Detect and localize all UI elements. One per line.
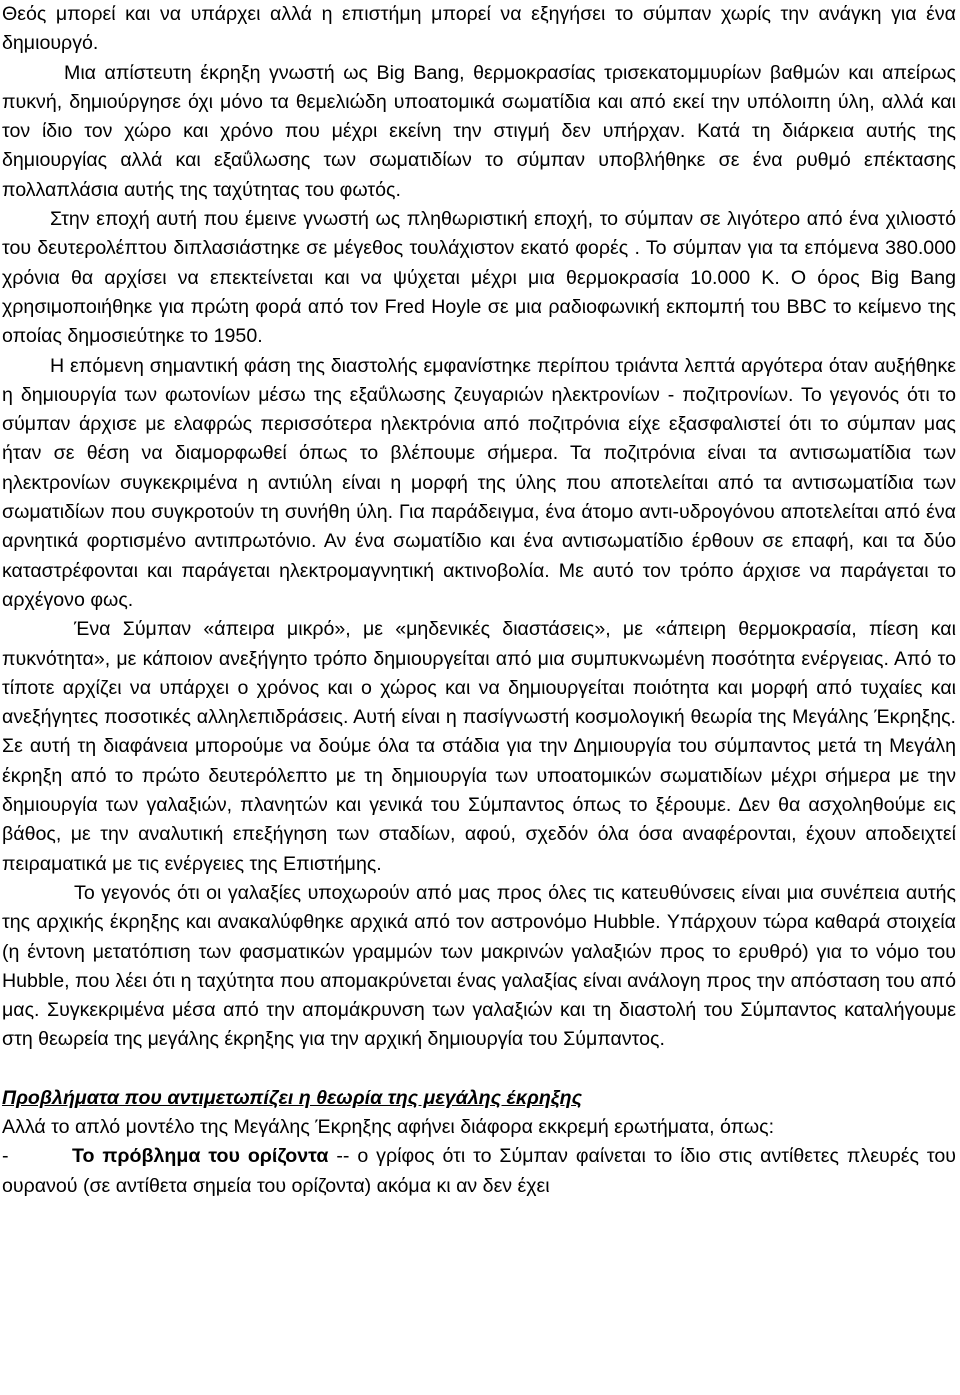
section-spacer	[2, 1055, 956, 1084]
paragraph-5: Ένα Σύμπαν «άπειρα μικρό», με «μηδενικές διαστάσεις», με «άπειρη θερμοκρασία, πίεση και πυκνότητα», με κάποιον ανεξήγητο τρόπο δημιουργείται από μια συμπυκνωμένη ποσότητα ενέργειας. Από το τίποτε αρχίζει να υπάρχει ο χρόνος και ο χώρος και να δημιουργείται ποιότητα και μορφή από τυχαίες και ανεξήγητες ποσοτικές αλληλεπιδράσεις. Αυτή είναι η πασίγνωστή κοσμολογική θεωρία της Μεγάλης Έκρηξης. Σε αυτή τη διαφάνεια μπορούμε να δούμε όλα τα στάδια για την Δημιουργία του σύμπαντος μετά τη Μεγάλη έκρηξη από το πρώτο δευτερόλεπτο με τη δημιουργία των υποατομικών σωματιδίων μέχρι σήμερα με την δημιουργία των γαλαξιών, πλανητών και γενικά του Σύμπαντος όπως το ξέρουμε. Δεν θα ασχοληθούμε εις βάθος, με την αναλυτική επεξήγηση των σταδίων, αφού, σχεδόν όλα όσα αναφέρονται, έχουν αποδειχτεί πειραματικά με τις ενέργειες της Επιστήμης.	[2, 618, 956, 875]
paragraph-6: Το γεγονός ότι οι γαλαξίες υποχωρούν από μας προς όλες τις κατευθύνσεις είναι μια συνέπεια αυτής της αρχικής έκρηξης και ανακαλύφθηκε αρχικά από τον αστρονόμο Hubble. Υπάρχουν τώρα καθαρά στοιχεία (η έντονη μετατόπιση των φασματικών γραμμών των μακρινών γαλαξιών προς το ερυθρό) για το νόμο του Hubble, που λέει ότι η ταχύτητα που απομακρύνεται ένας γαλαξίας είναι ανάλογη προς την απόσταση του από μας. Συγκεκριμένα μέσα από την απομάκρυνση των γαλαξιών και τη διαστολή του Σύμπαντος καταλήγουμε στη θεωρεία της μεγάλης έκρηξης για την αρχική δημιουργία του Σύμπαντος.	[2, 881, 956, 1051]
list-item	[2, 1142, 956, 1201]
paragraph-2: Μια απίστευτη έκρηξη γνωστή ως Big Bang, θερμοκρασίας τρισεκατομμυρίων βαθμών και απείρως πυκνή, δημιούργησε όχι μόνο τα θεμελιώδη υποατομικά σωματίδια και από εκεί την υπόλοιπη ύλη, αλλά και τον ίδιο τον χώρο και χρόνο που μέχρι εκείνη την στιγμή δεν υπήρχαν. Κατά τη διάρκεια αυτής της δημιουργίας αλλά και εξαΰλωσης των σωματιδίων το σύμπαν υποβλήθηκε σε ένα ρυθμό επέκτασης πολλαπλάσια αυτής της ταχύτητας του φωτός.	[2, 61, 956, 201]
list-bullet: -	[2, 1145, 9, 1168]
list-item-term: Το πρόβλημα του ορίζοντα	[72, 1145, 329, 1168]
paragraph-3: Στην εποχή αυτή που έμεινε γνωστή ως πληθωριστική εποχή, το σύμπαν σε λιγότερο από ένα χιλιοστό του δευτερολέπτου διπλασιάστηκε σε μέγεθος τουλάχιστον εκατό φορές . Το σύμπαν για τα επόμενα 380.000 χρόνια θα αρχίσει να επεκτείνεται και να ψύχεται μέχρι μια θερμοκρασία 10.000 K. Ο όρος Big Bang χρησιμοποιήθηκε για πρώτη φορά από τον Fred Hoyle σε μια ραδιοφωνική εκπομπή του BBC το κείμενο της οποίας δημοσιεύτηκε το 1950.	[2, 208, 956, 348]
section-intro: Αλλά το απλό μοντέλο της Μεγάλης Έκρηξης αφήνει διάφορα εκκρεμή ερωτήματα, όπως:	[2, 1115, 775, 1138]
section-heading: Προβλήματα που αντιμετωπίζει η θεωρία της μεγάλης έκρηξης	[2, 1086, 583, 1109]
paragraph-4: Η επόμενη σημαντική φάση της διαστολής εμφανίστηκε περίπου τριάντα λεπτά αργότερα όταν αυξήθηκε η δημιουργία των φωτονίων μέσω της εξαΰλωσης ζευγαριών ηλεκτρονίων - ποζιτρονίων. Το γεγονός ότι το σύμπαν άρχισε με ελαφρώς περισσότερα ηλεκτρόνια από ποζιτρόνια είχε εξασφαλιστεί ότι το σύμπαν μας ήταν σε θέση να διαμορφωθεί όπως το βλέπουμε σήμερα. Τα ποζιτρόνια είναι τα αντισωματίδια των ηλεκτρονίων συγκεκριμένα η αντιύλη είναι η μορφή της ύλης που αποτελείται από τα αντισωματίδια των σωματιδίων που συγκροτούν τη συνήθη ύλη. Για παράδειγμα, ένα άτομο αντι-υδρογόνου αποτελείται από ένα αρνητικά φορτισμένο αντιπρωτόνιο. Αν ένα σωματίδιο και ένα αντισωματίδιο έρθουν σε επαφή, και τα δύο καταστρέφονται και παράγεται ηλεκτρομαγνητική ακτινοβολία. Με αυτό τον τρόπο άρχισε να παράγεται το αρχέγονο φως.	[2, 354, 956, 611]
document-page	[2, 0, 956, 1201]
list-item-text: -- ο γρίφος ότι το Σύμπαν φαίνεται το ίδιο στις αντίθετες πλευρές του ουρανού (σε αντίθετα σημεία του ορίζοντα) ακόμα κι αν δεν έχει	[2, 1145, 956, 1197]
paragraph-1: Θεός μπορεί και να υπάρχει αλλά η επιστήμη μπορεί να εξηγήσει το σύμπαν χωρίς την ανάγκη για ένα δημιουργό.	[2, 3, 956, 55]
